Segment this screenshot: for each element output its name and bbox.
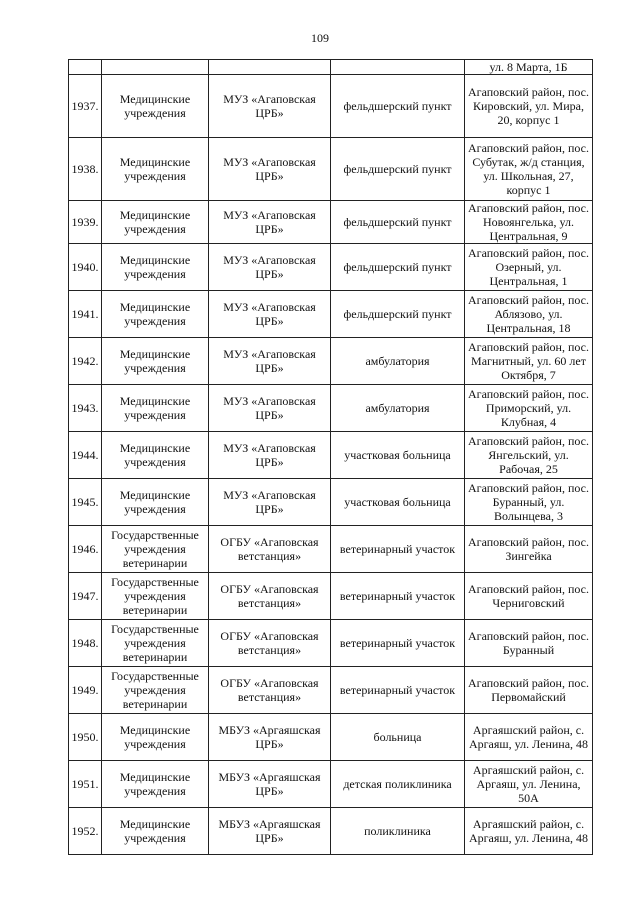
row-address: Агаповский район, пос. Янгельский, ул. Рабочая, 25 bbox=[465, 432, 593, 479]
row-facility: амбулатория bbox=[331, 385, 465, 432]
table-row bbox=[69, 75, 593, 138]
row-category: Государственные учреждения ветеринарии bbox=[102, 620, 209, 667]
row-category: Медицинские учреждения bbox=[102, 75, 209, 138]
row-number: 1939. bbox=[69, 201, 102, 244]
row-address: Агаповский район, пос. Черниговский bbox=[465, 573, 593, 620]
row-number: 1944. bbox=[69, 432, 102, 479]
row-category: Государственные учреждения ветеринарии bbox=[102, 526, 209, 573]
row-number: 1952. bbox=[69, 808, 102, 855]
row-address: Агаповский район, пос. Первомайский bbox=[465, 667, 593, 714]
row-address: Агаповский район, пос. Буранный, ул. Волынцева, 3 bbox=[465, 479, 593, 526]
table-row bbox=[69, 291, 593, 338]
row-number: 1941. bbox=[69, 291, 102, 338]
row-address: Агаповский район, пос. Субутак, ж/д станция, ул. Школьная, 27, корпус 1 bbox=[465, 138, 593, 201]
row-facility: ветеринарный участок bbox=[331, 573, 465, 620]
row-number: 1950. bbox=[69, 714, 102, 761]
row-organization: МУЗ «Агаповская ЦРБ» bbox=[209, 138, 331, 201]
row-facility: поликлиника bbox=[331, 808, 465, 855]
row-number: 1943. bbox=[69, 385, 102, 432]
table-row bbox=[69, 573, 593, 620]
table-row bbox=[69, 620, 593, 667]
page-number: 109 bbox=[311, 31, 329, 45]
row-number: 1951. bbox=[69, 761, 102, 808]
row-organization: МУЗ «Агаповская ЦРБ» bbox=[209, 479, 331, 526]
row-number: 1945. bbox=[69, 479, 102, 526]
row-address: Аргаяшский район, с. Аргаяш, ул. Ленина, 48 bbox=[465, 714, 593, 761]
carryover-row bbox=[69, 60, 593, 75]
row-organization: ОГБУ «Агаповская ветстанция» bbox=[209, 573, 331, 620]
row-number: 1949. bbox=[69, 667, 102, 714]
row-address: Аргаяшский район, с. Аргаяш, ул. Ленина, 50А bbox=[465, 761, 593, 808]
row-organization: МУЗ «Агаповская ЦРБ» bbox=[209, 75, 331, 138]
row-address: Агаповский район, пос. Зингейка bbox=[465, 526, 593, 573]
row-organization: ОГБУ «Агаповская ветстанция» bbox=[209, 526, 331, 573]
row-organization: МБУЗ «Аргаяшская ЦРБ» bbox=[209, 808, 331, 855]
row-organization: МУЗ «Агаповская ЦРБ» bbox=[209, 432, 331, 479]
row-organization: МБУЗ «Аргаяшская ЦРБ» bbox=[209, 761, 331, 808]
table-row bbox=[69, 808, 593, 855]
row-organization: МУЗ «Агаповская ЦРБ» bbox=[209, 338, 331, 385]
row-category: Медицинские учреждения bbox=[102, 291, 209, 338]
row-number: 1947. bbox=[69, 573, 102, 620]
row-address: Агаповский район, пос. Кировский, ул. Мира, 20, корпус 1 bbox=[465, 75, 593, 138]
table-row bbox=[69, 385, 593, 432]
row-category: Медицинские учреждения bbox=[102, 714, 209, 761]
row-organization: ОГБУ «Агаповская ветстанция» bbox=[209, 667, 331, 714]
row-facility: детская поликлиника bbox=[331, 761, 465, 808]
row-facility: амбулатория bbox=[331, 338, 465, 385]
row-facility: фельдшерский пункт bbox=[331, 138, 465, 201]
row-facility: ветеринарный участок bbox=[331, 620, 465, 667]
row-facility: участковая больница bbox=[331, 479, 465, 526]
row-category: Медицинские учреждения bbox=[102, 338, 209, 385]
row-facility: фельдшерский пункт bbox=[331, 201, 465, 244]
row-address: Агаповский район, пос. Аблязово, ул. Центральная, 18 bbox=[465, 291, 593, 338]
row-category: Медицинские учреждения bbox=[102, 808, 209, 855]
row-category: Медицинские учреждения bbox=[102, 432, 209, 479]
table-row bbox=[69, 138, 593, 201]
table-row bbox=[69, 479, 593, 526]
row-category: Медицинские учреждения bbox=[102, 385, 209, 432]
row-facility: фельдшерский пункт bbox=[331, 244, 465, 291]
row-facility: фельдшерский пункт bbox=[331, 291, 465, 338]
carryover-address: ул. 8 Марта, 1Б bbox=[465, 60, 593, 75]
row-address: Агаповский район, пос. Магнитный, ул. 60 лет Октября, 7 bbox=[465, 338, 593, 385]
row-address: Агаповский район, пос. Буранный bbox=[465, 620, 593, 667]
row-organization: МУЗ «Агаповская ЦРБ» bbox=[209, 385, 331, 432]
row-number: 1946. bbox=[69, 526, 102, 573]
row-facility: больница bbox=[331, 714, 465, 761]
row-organization: ОГБУ «Агаповская ветстанция» bbox=[209, 620, 331, 667]
registry-table bbox=[68, 59, 593, 855]
row-organization: МУЗ «Агаповская ЦРБ» bbox=[209, 201, 331, 244]
row-address: Агаповский район, пос. Новоянгелька, ул. Центральная, 9 bbox=[465, 201, 593, 244]
row-number: 1948. bbox=[69, 620, 102, 667]
row-category: Государственные учреждения ветеринарии bbox=[102, 573, 209, 620]
row-facility: участковая больница bbox=[331, 432, 465, 479]
row-address: Агаповский район, пос. Приморский, ул. Клубная, 4 bbox=[465, 385, 593, 432]
table-row bbox=[69, 338, 593, 385]
table-row bbox=[69, 201, 593, 244]
table-row bbox=[69, 526, 593, 573]
row-number: 1937. bbox=[69, 75, 102, 138]
table-row bbox=[69, 432, 593, 479]
table-row bbox=[69, 714, 593, 761]
row-organization: МУЗ «Агаповская ЦРБ» bbox=[209, 291, 331, 338]
row-category: Медицинские учреждения bbox=[102, 244, 209, 291]
row-organization: МУЗ «Агаповская ЦРБ» bbox=[209, 244, 331, 291]
row-category: Медицинские учреждения bbox=[102, 761, 209, 808]
row-category: Медицинские учреждения bbox=[102, 138, 209, 201]
row-facility: ветеринарный участок bbox=[331, 667, 465, 714]
row-address: Агаповский район, пос. Озерный, ул. Центральная, 1 bbox=[465, 244, 593, 291]
row-number: 1938. bbox=[69, 138, 102, 201]
row-category: Медицинские учреждения bbox=[102, 479, 209, 526]
table-row bbox=[69, 244, 593, 291]
table-row bbox=[69, 761, 593, 808]
table-row bbox=[69, 667, 593, 714]
row-facility: фельдшерский пункт bbox=[331, 75, 465, 138]
row-category: Государственные учреждения ветеринарии bbox=[102, 667, 209, 714]
row-category: Медицинские учреждения bbox=[102, 201, 209, 244]
row-number: 1942. bbox=[69, 338, 102, 385]
row-organization: МБУЗ «Аргаяшская ЦРБ» bbox=[209, 714, 331, 761]
row-number: 1940. bbox=[69, 244, 102, 291]
row-address: Аргаяшский район, с. Аргаяш, ул. Ленина, 48 bbox=[465, 808, 593, 855]
row-facility: ветеринарный участок bbox=[331, 526, 465, 573]
